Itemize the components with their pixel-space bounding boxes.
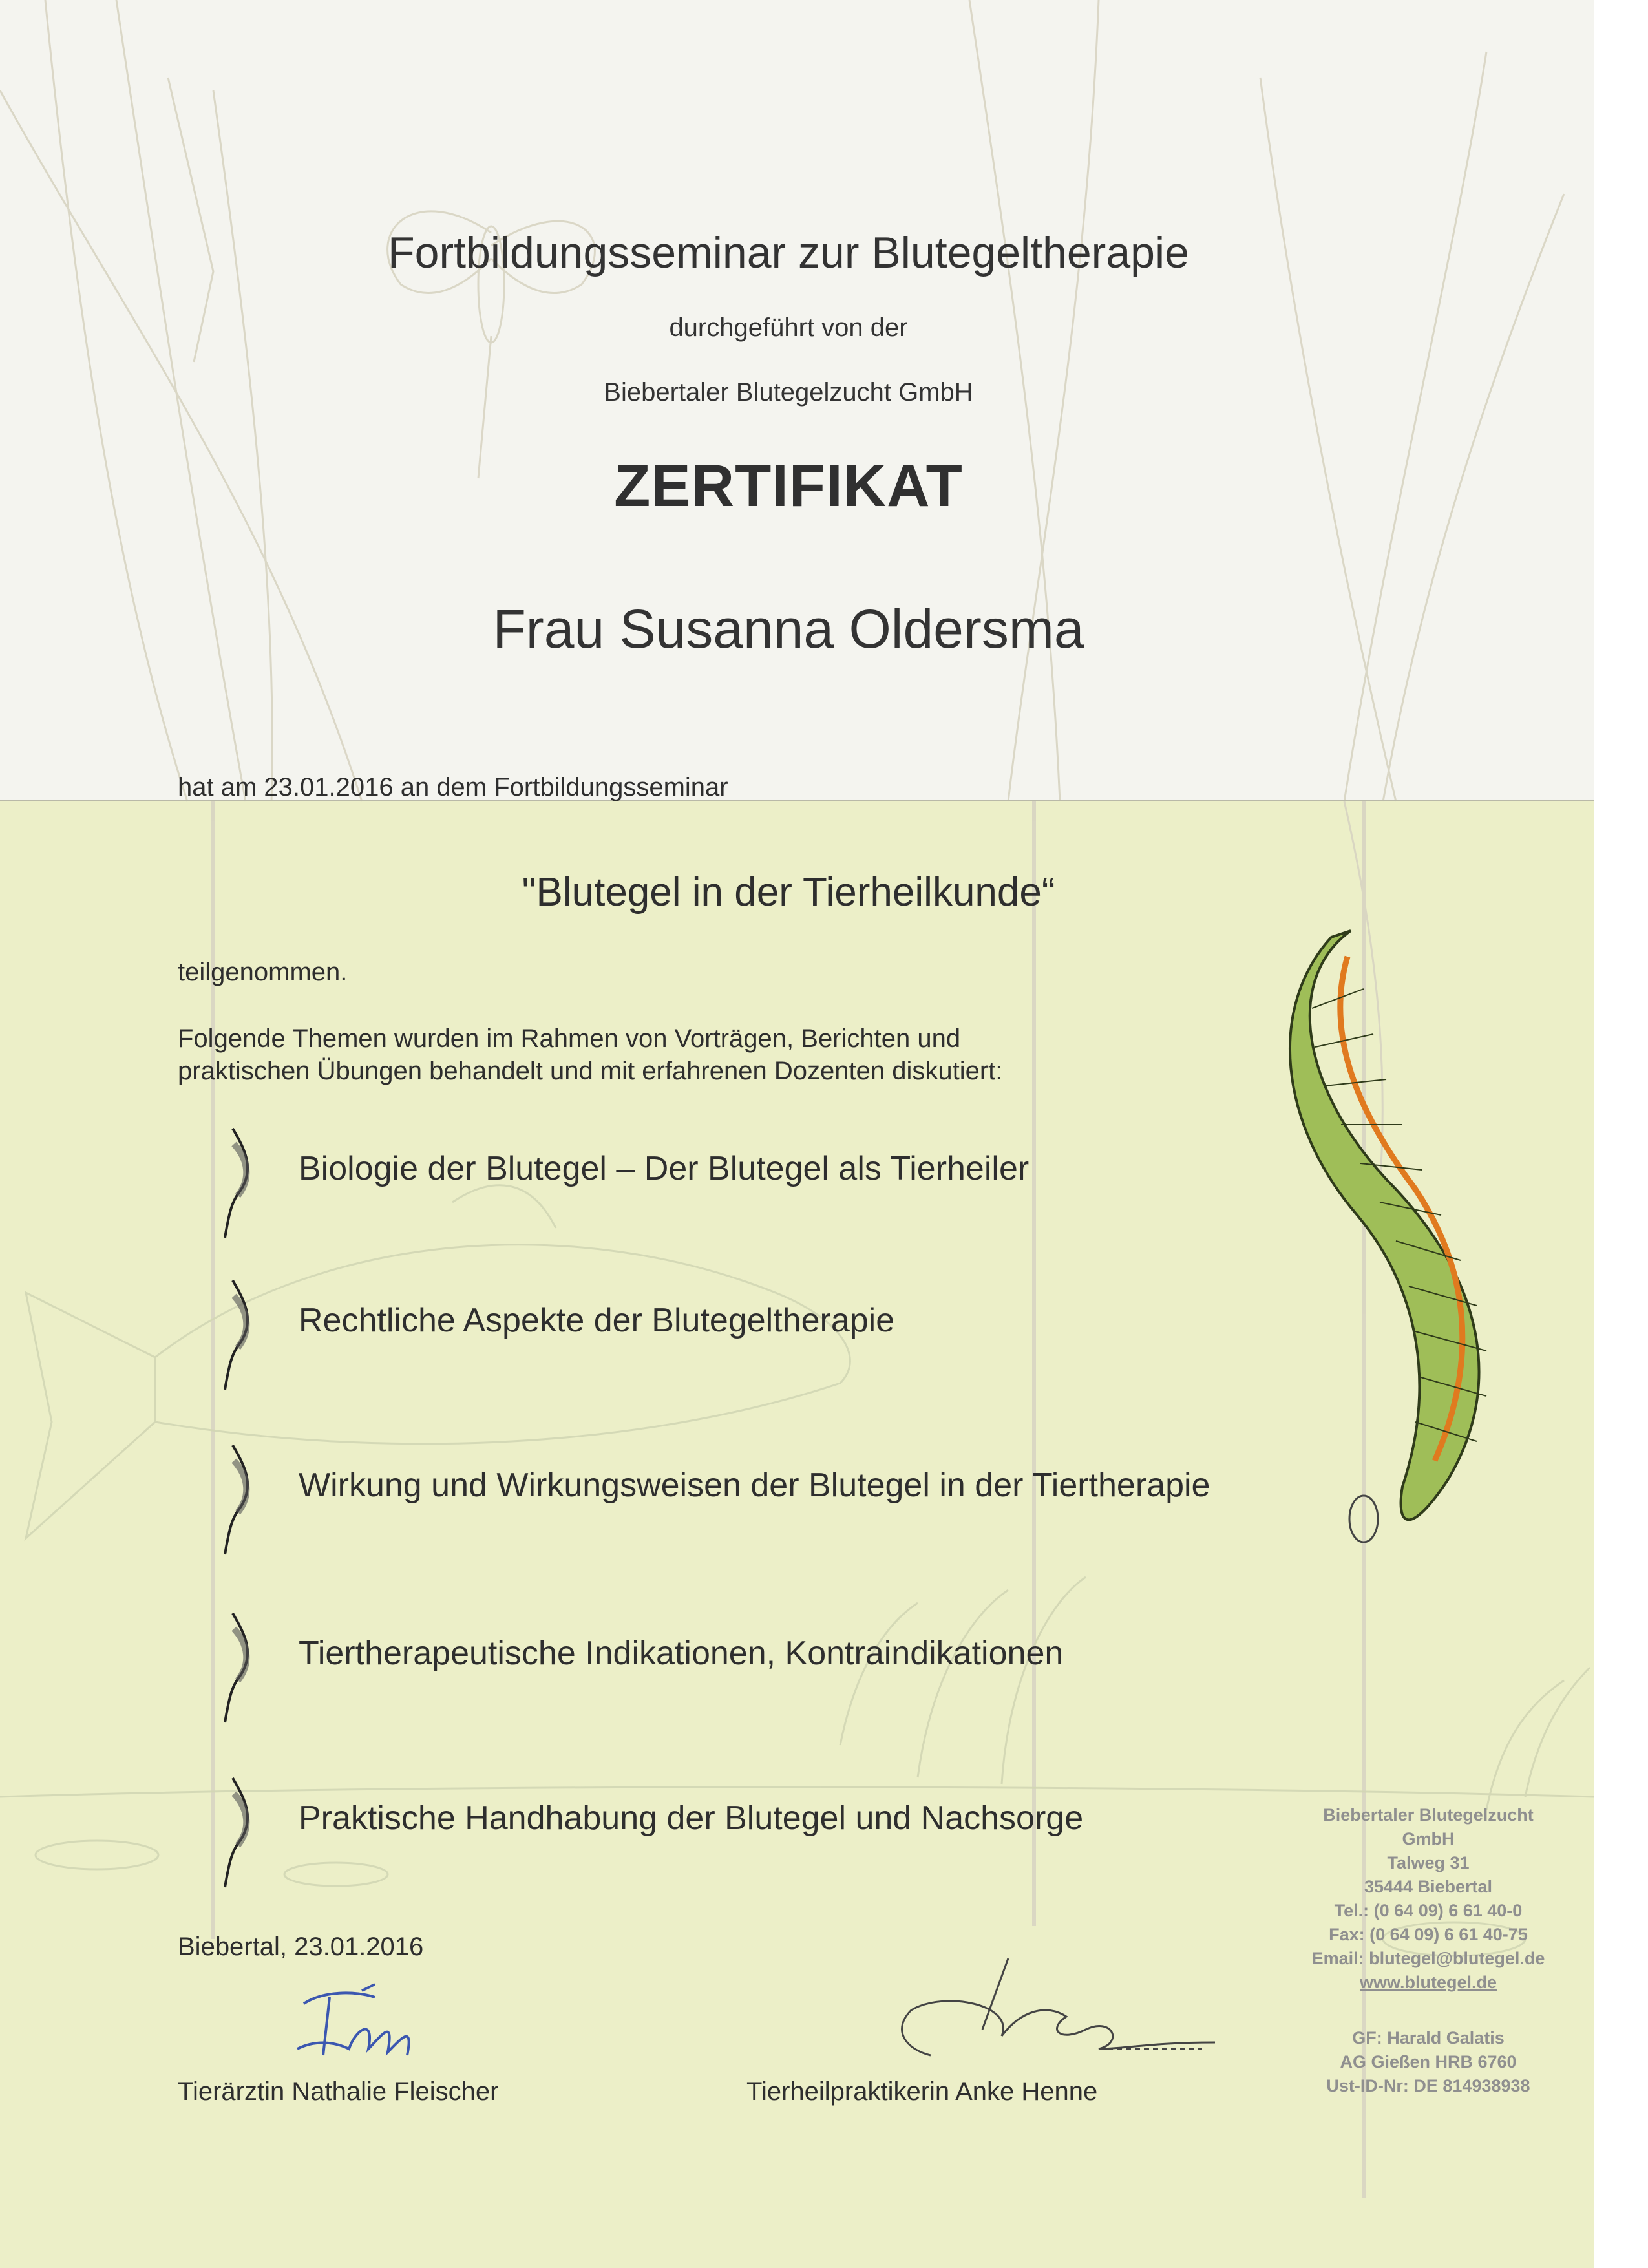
company-legal-block xyxy=(1260,2026,1594,2098)
seminar-title: Fortbildungsseminar zur Blutegeltherapie xyxy=(388,228,1189,277)
leech-bullet-icon xyxy=(220,1609,259,1726)
recipient-name: Frau Susanna Oldersma xyxy=(492,599,1084,659)
signature-fleischer xyxy=(284,1978,433,2075)
topic-label: Wirkung und Wirkungsweisen der Blutegel in der Tiertherapie xyxy=(299,1467,1210,1504)
topics-intro-line-1: Folgende Themen wurden im Rahmen von Vorträgen, Berichten und xyxy=(178,1024,961,1053)
company-city: 35444 Biebertal xyxy=(1364,1877,1493,1896)
managing-director: GF: Harald Galatis xyxy=(1352,2028,1505,2048)
signature-henne xyxy=(853,1952,1215,2081)
leech-bullet-icon xyxy=(220,1774,259,1891)
signatory-2: Tierheilpraktikerin Anke Henne xyxy=(746,2077,1098,2106)
company-email[interactable]: Email: blutegel@blutegel.de xyxy=(1311,1949,1545,1968)
topic-label: Tiertherapeutische Indikationen, Kontraindikationen xyxy=(299,1635,1064,1672)
participated-text: teilgenommen. xyxy=(178,958,348,986)
company-street: Talweg 31 xyxy=(1387,1853,1470,1872)
organizer-name: Biebertaler Blutegelzucht GmbH xyxy=(604,378,973,407)
place-date: Biebertal, 23.01.2016 xyxy=(178,1933,424,1961)
commercial-register: AG Gießen HRB 6760 xyxy=(1340,2052,1517,2072)
conducted-by-text: durchgeführt von der xyxy=(669,313,908,342)
leech-bullet-icon xyxy=(220,1277,259,1393)
seminar-name: "Blutegel in der Tierheilkunde“ xyxy=(522,870,1055,915)
signatory-1: Tierärztin Nathalie Fleischer xyxy=(178,2077,499,2106)
leech-bullet-icon xyxy=(220,1125,259,1241)
scan-margin xyxy=(1594,0,1648,2268)
vat-id: Ust-ID-Nr: DE 814938938 xyxy=(1326,2076,1530,2095)
company-name: Biebertaler Blutegelzucht xyxy=(1323,1805,1534,1825)
topic-label: Praktische Handhabung der Blutegel und Nachsorge xyxy=(299,1799,1084,1837)
topic-label: Rechtliche Aspekte der Blutegeltherapie xyxy=(299,1302,895,1339)
company-form: GmbH xyxy=(1402,1829,1455,1849)
company-fax: Fax: (0 64 09) 6 61 40-75 xyxy=(1329,1925,1528,1944)
topics-intro-line-2: praktischen Übungen behandelt und mit erfahrenen Dozenten diskutiert: xyxy=(178,1057,1003,1085)
topic-label: Biologie der Blutegel – Der Blutegel als Tierheiler xyxy=(299,1150,1030,1187)
certificate-title: ZERTIFIKAT xyxy=(614,453,963,519)
company-info-block xyxy=(1260,1803,1594,1995)
leech-bullet-icon xyxy=(220,1441,259,1558)
company-website-link[interactable]: www.blutegel.de xyxy=(1359,1973,1497,1992)
attendance-line: hat am 23.01.2016 an dem Fortbildungsseminar xyxy=(178,773,728,801)
company-phone: Tel.: (0 64 09) 6 61 40-0 xyxy=(1334,1901,1523,1920)
